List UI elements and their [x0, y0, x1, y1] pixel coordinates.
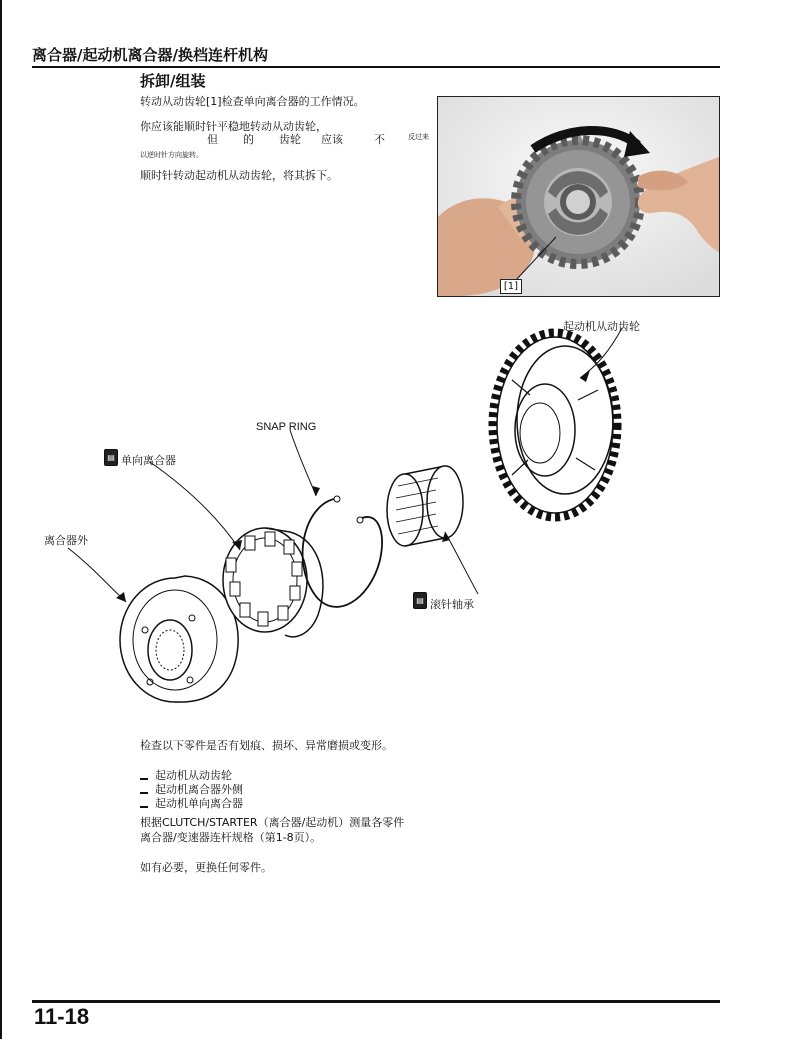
step-2-word: 齿轮 — [279, 133, 301, 146]
inspection-item: 起动机从动齿轮 — [155, 769, 232, 782]
label-one-way-clutch: 单向离合器 — [121, 454, 176, 467]
step-2-word: 但 — [207, 133, 218, 146]
label-snap-ring: SNAP RING — [256, 421, 317, 433]
photo-illustration — [438, 97, 719, 296]
step-2-note: 反过来 — [408, 133, 429, 141]
book-icon: ▤ — [413, 592, 427, 609]
page-header-title: 离合器/起动机离合器/换档连杆机构 — [32, 46, 268, 64]
photo-callout-label: [1] — [500, 279, 522, 294]
inspection-item: 起动机离合器外侧 — [155, 783, 243, 796]
measure-line-2: 离合器/变速器连杆规格（第1-8页）。 — [140, 831, 322, 844]
clutch-outer-part — [120, 576, 238, 702]
inspection-intro: 检查以下零件是否有划痕、损坏、异常磨损或变形。 — [140, 739, 393, 752]
step-3-text: 顺时针转动起动机从动齿轮，将其拆下。 — [140, 169, 338, 182]
page-number: 11-18 — [34, 1004, 90, 1029]
label-starter-driven-gear: 起动机从动齿轮 — [563, 320, 640, 333]
starter-driven-gear-part — [493, 333, 617, 517]
needle-bearing-part — [387, 466, 463, 546]
replace-note: 如有必要，更换任何零件。 — [140, 861, 272, 874]
step-1-text: 转动从动齿轮[1]检查单向离合器的工作情况。 — [140, 95, 365, 108]
footer-rule — [32, 1000, 720, 1003]
bullet-dash — [140, 778, 148, 780]
section-title: 拆卸/组装 — [140, 72, 206, 90]
step-2-word: 不 — [374, 133, 385, 146]
bullet-dash — [140, 806, 148, 808]
header-rule — [32, 66, 720, 68]
exploded-diagram — [0, 300, 805, 720]
bullet-dash — [140, 792, 148, 794]
step-2-line1: 你应该能顺时针平稳地转动从动齿轮， — [140, 120, 327, 133]
driven-gear-photo — [437, 96, 720, 297]
measure-line-1: 根据CLUTCH/STARTER（离合器/起动机）测量各零件 — [140, 816, 405, 829]
label-clutch-outer: 离合器外 — [44, 534, 88, 547]
book-icon: ▤ — [104, 449, 118, 466]
inspection-item: 起动机单向离合器 — [155, 797, 243, 810]
step-2-word: 的 — [243, 133, 254, 146]
step-2-word: 应该 — [321, 133, 343, 146]
label-needle-bearing: 滚针轴承 — [430, 598, 474, 611]
step-2-line3: 以逆时针方向旋转。 — [140, 151, 203, 159]
